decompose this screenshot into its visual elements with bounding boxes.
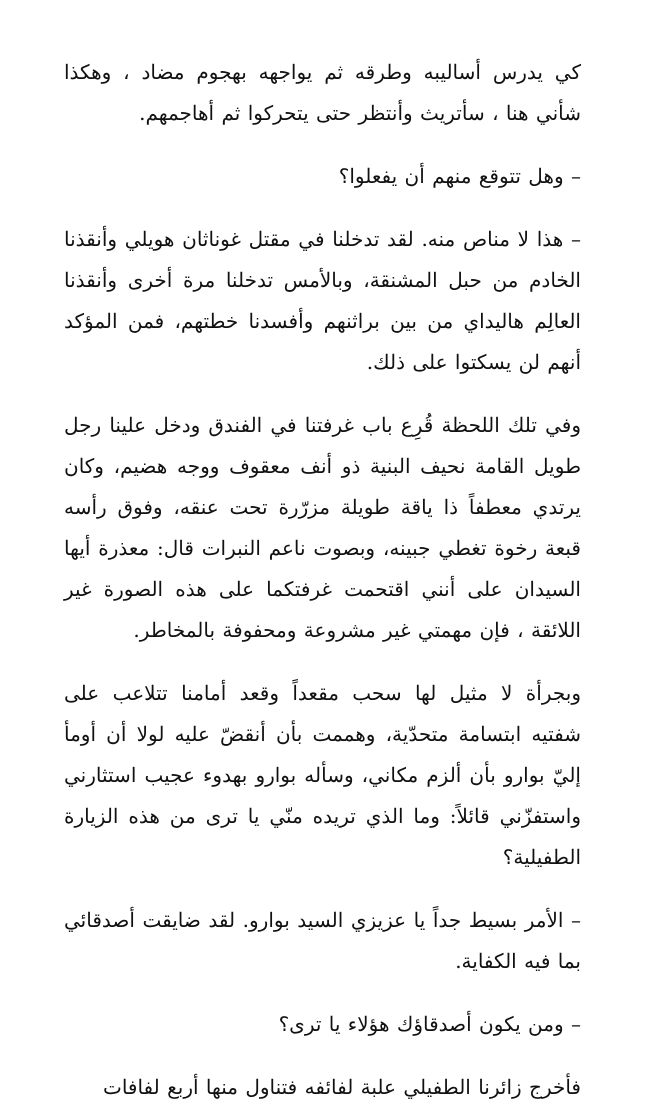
paragraph-2: – وهل تتوقع منهم أن يفعلوا؟ xyxy=(338,164,581,188)
paragraph-5: وبجرأة لا مثيل لها سحب مقعداً وقعد أمامنا تتلاعب على شفتيه ابتسامة متحدّية، وهممت بأن أنقضّ عليه لولا أن أومأ إليّ بوارو بأن ألزم مكاني، وسأله بوارو بهدوء عجيب استثارني واستفزّني قائلاً: وما الذي تريده منّي يا ترى من هذه الزيارة الطفيلية؟ xyxy=(64,681,581,869)
paragraph-3: – هذا لا مناص منه. لقد تدخلنا في مقتل غوناثان هويلي وأنقذنا الخادم من حبل المشنقة، وبالأمس تدخلنا مرة أخرى وأنقذنا العالِم هاليداي من بين براثنهم وأفسدنا خطتهم، فمن المؤكد أنهم لن يسكتوا على ذلك. xyxy=(64,227,581,374)
paragraph-8: فأخرج زائرنا الطفيلي علبة لفائفه فتناول منها أربع لفافات xyxy=(102,1075,581,1099)
paragraph-4: وفي تلك اللحظة قُرِع باب غرفتنا في الفندق ودخل علينا رجل طويل القامة نحيف البنية ذو أنف معقوف ووجه هضيم، وكان يرتدي معطفاً ذا ياقة طويلة مزرّرة تحت عنقه، وفوق رأسه قبعة رخوة تغطي جبينه، وبصوت ناعم النبرات قال: معذرة أيها السيدان على أنني اقتحمت غرفتكما على هذه الصورة غير اللائقة ، فإن مهمتي غير مشروعة ومحفوفة بالمخاطر. xyxy=(64,413,582,642)
paragraph-1: كي يدرس أساليبه وطرقه ثم يواجهه بهجوم مضاد ، وهكذا شأني هنا ، سأتريث وأنتظر حتى يتحركوا ثم أهاجمهم. xyxy=(64,60,581,125)
paragraph-7: – ومن يكون أصدقاؤك هؤلاء يا ترى؟ xyxy=(278,1012,581,1036)
paragraph-6: – الأمر بسيط جداً يا عزيزي السيد بوارو. لقد ضايقت أصدقائي بما فيه الكفاية. xyxy=(64,908,581,973)
